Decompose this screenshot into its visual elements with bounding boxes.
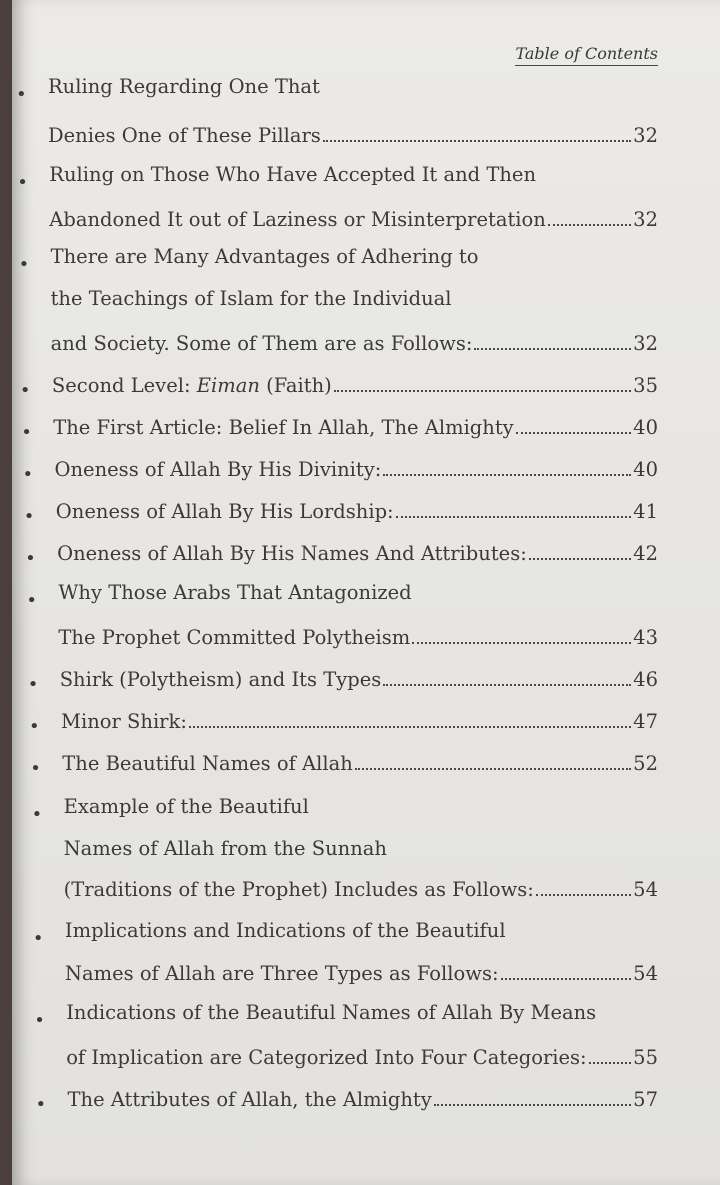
toc-entry-line[interactable] [57, 536, 658, 566]
toc-entry-text: Abandoned It out of Laziness or Misinterpretation [49, 208, 546, 231]
bullet-icon: • [19, 380, 31, 401]
dot-leader [323, 118, 631, 142]
dot-leader [536, 872, 631, 896]
running-header: Table of Contents [515, 44, 658, 66]
toc-entry-text: the Teachings of Islam for the Individual [50, 287, 452, 310]
page-number: 54 [633, 962, 658, 985]
bullet-icon: • [35, 1094, 47, 1115]
toc-entry-line[interactable] [58, 620, 658, 650]
page-number: 32 [633, 332, 658, 355]
toc-entry-line[interactable] [64, 872, 658, 902]
toc-entry-text: and Society. Some of Them are as Follows: [50, 332, 473, 355]
toc-entry-line-continued [65, 916, 506, 946]
toc-entry-line-continued [58, 578, 411, 608]
page-number: 52 [633, 752, 658, 775]
page-number: 46 [633, 668, 658, 691]
book-page [12, 0, 720, 1185]
toc-entry-line-continued [51, 284, 452, 314]
page-number: 55 [633, 1046, 658, 1069]
dot-leader [516, 410, 631, 434]
dot-leader [474, 326, 631, 350]
toc-entry-text: Implications and Indications of the Beautiful [64, 919, 506, 942]
toc-entry-line[interactable] [62, 746, 658, 776]
page-number: 32 [633, 208, 658, 231]
toc-entry-text: Oneness of Allah By His Names And Attributes: [57, 542, 527, 565]
page-number: 32 [633, 124, 658, 147]
toc-entry-line[interactable] [48, 118, 658, 148]
toc-entry-line-continued [66, 998, 596, 1028]
toc-entry-text: The Beautiful Names of Allah [62, 752, 353, 775]
toc-entry-text: Indications of the Beautiful Names of Allah By Means [66, 1001, 597, 1024]
page-number: 43 [633, 626, 658, 649]
page-number: 40 [633, 458, 658, 481]
bullet-icon: • [32, 928, 44, 949]
dot-leader [355, 746, 631, 770]
toc-entry-line[interactable] [61, 704, 658, 734]
bullet-icon: • [30, 758, 41, 779]
bullet-icon: • [17, 172, 28, 193]
toc-entry-line[interactable] [51, 326, 658, 356]
toc-entry-line[interactable] [56, 494, 658, 524]
toc-entry-line[interactable] [66, 1040, 658, 1070]
toc-entry-line-continued [48, 72, 320, 102]
page-number: 57 [633, 1088, 658, 1111]
toc-entry-text: Minor Shirk: [61, 710, 187, 733]
toc-entry-line[interactable] [53, 410, 658, 440]
bullet-icon: • [25, 548, 36, 569]
dot-leader [396, 494, 632, 518]
toc-entry-line[interactable] [65, 956, 658, 986]
bullet-icon: • [18, 254, 30, 275]
toc-entry-text: Oneness of Allah By His Lordship: [55, 500, 394, 523]
dot-leader [529, 536, 631, 560]
toc-entry-text: Oneness of Allah By His Divinity: [54, 458, 382, 481]
toc-entry-text: (Traditions of the Prophet) Includes as Follows: [63, 878, 534, 901]
toc-entry-text: of Implication are Categorized Into Four Categories: [66, 1046, 587, 1069]
page-number: 41 [633, 500, 658, 523]
toc-entry-text: Ruling Regarding One That [48, 75, 320, 98]
bullet-icon: • [16, 84, 27, 105]
page-number: 47 [633, 710, 658, 733]
toc-entry-text: Why Those Arabs That Antagonized [58, 581, 412, 604]
bullet-icon: • [23, 506, 35, 527]
bullet-icon: • [21, 422, 32, 443]
toc-entry-italic-term: Eiman [196, 374, 260, 397]
bullet-icon: • [31, 804, 43, 825]
bullet-icon: • [29, 716, 40, 737]
toc-entry-text: Denies One of These Pillars [48, 124, 321, 147]
bullet-icon: • [27, 674, 39, 695]
dot-leader [383, 452, 631, 476]
toc-entry-text: Ruling on Those Who Have Accepted It and Then [49, 163, 536, 186]
toc-entry-line-continued [49, 160, 536, 190]
toc-entry-line[interactable] [60, 662, 658, 692]
toc-entry-line-continued [51, 242, 479, 272]
toc-entry-text: There are Many Advantages of Adhering to [50, 245, 479, 268]
toc-entry-text: Second Level: Eiman (Faith) [51, 374, 332, 397]
dot-leader [434, 1082, 631, 1106]
bullet-icon: • [22, 464, 34, 485]
dot-leader [501, 956, 632, 980]
toc-entry-line[interactable] [52, 368, 658, 398]
table-of-contents [12, 0, 720, 1185]
dot-leader [189, 704, 631, 728]
toc-entry-text: The Prophet Committed Polytheism [58, 626, 411, 649]
toc-entry-line[interactable] [49, 202, 658, 232]
toc-entry-text: Names of Allah are Three Types as Follows: [64, 962, 499, 985]
page-number: 35 [633, 374, 658, 397]
dot-leader [548, 202, 631, 226]
toc-entry-text: Shirk (Polytheism) and Its Types [59, 668, 382, 691]
page-number: 42 [633, 542, 658, 565]
toc-entry-text: The First Article: Belief In Allah, The Almighty [53, 416, 514, 439]
toc-entry-text: Names of Allah from the Sunnah [63, 837, 387, 860]
toc-entry-text: Example of the Beautiful [63, 795, 309, 818]
bullet-icon: • [34, 1010, 45, 1031]
toc-entry-text: The Attributes of Allah, the Almighty [67, 1088, 432, 1111]
bullet-icon: • [26, 590, 38, 611]
page-number: 54 [633, 878, 658, 901]
toc-entry-line-continued [64, 792, 309, 822]
dot-leader [383, 662, 631, 686]
dot-leader [589, 1040, 632, 1064]
toc-entry-line-continued [64, 834, 387, 864]
dot-leader [334, 368, 631, 392]
page-number: 40 [633, 416, 658, 439]
toc-entry-line[interactable] [68, 1082, 659, 1112]
toc-entry-line[interactable] [55, 452, 659, 482]
dot-leader [412, 620, 631, 644]
